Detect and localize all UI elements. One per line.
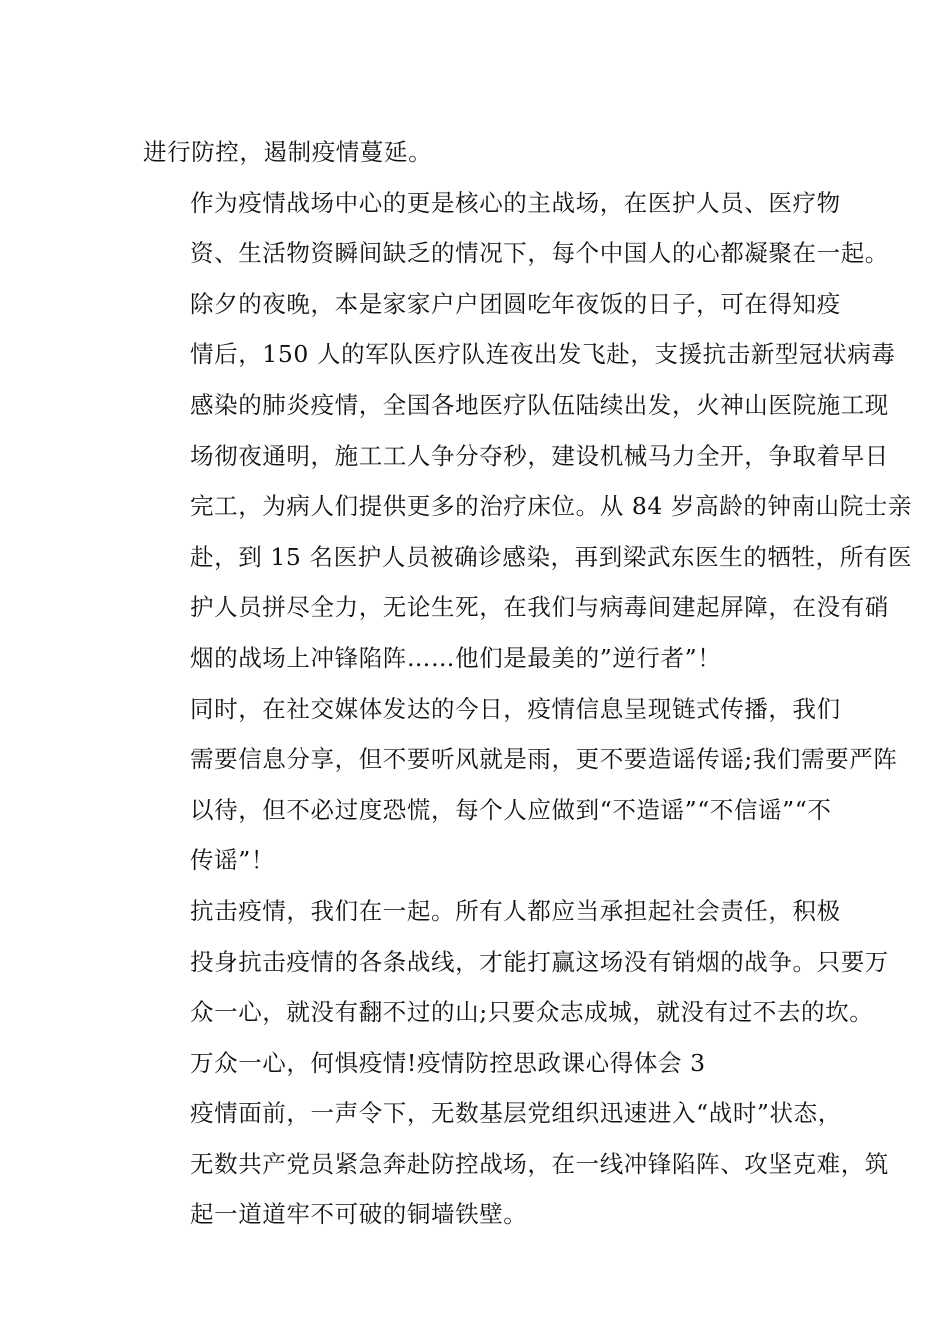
text-line: 无数共产党员紧急奔赴防控战场，在一线冲锋陷阵、攻坚克难，筑 <box>190 1149 889 1178</box>
text-line: 传谣”！ <box>190 846 275 875</box>
text-line: 以待，但不必过度恐慌，每个人应做到“不造谣”“不信谣”“不 <box>190 795 832 824</box>
text-line: 作为疫情战场中心的更是核心的主战场，在医护人员、医疗物 <box>190 188 841 217</box>
document-body <box>143 127 913 1240</box>
paragraph <box>143 684 898 886</box>
text-line: 同时，在社交媒体发达的今日，疫情信息呈现链式传播，我们 <box>190 694 841 723</box>
paragraph <box>143 127 811 178</box>
text-line: 众一心，就没有翻不过的山;只要众志成城，就没有过不去的坎。 <box>190 998 874 1027</box>
text-line: 场彻夜通明，施工工人争分夺秒，建设机械马力全开，争取着早日 <box>190 441 889 470</box>
text-line: 投身抗击疫情的各条战线，才能打赢这场没有销烟的战争。只要万 <box>190 947 889 976</box>
paragraph <box>143 886 889 1038</box>
paragraph <box>143 279 913 684</box>
text-line: 万众一心，何惧疫情!疫情防控思政课心得体会 3 <box>190 1048 706 1077</box>
paragraph <box>143 1088 889 1240</box>
text-line: 完工，为病人们提供更多的治疗床位。从 84 岁高龄的钟南山院士亲 <box>190 492 913 521</box>
text-line: 护人员拼尽全力，无论生死，在我们与病毒间建起屏障，在没有硝 <box>190 593 889 622</box>
text-line: 起一道道牢不可破的铜墙铁壁。 <box>190 1200 528 1229</box>
text-line: 进行防控，遏制疫情蔓延。 <box>143 138 433 166</box>
text-line: 疫情面前，一声令下，无数基层党组织迅速进入“战时”状态， <box>190 1099 842 1128</box>
text-line: 赴，到 15 名医护人员被确诊感染，再到梁武东医生的牺牲，所有医 <box>190 542 913 571</box>
text-line: 资、生活物资瞬间缺乏的情况下，每个中国人的心都凝聚在一起。 <box>190 239 889 268</box>
text-line: 需要信息分享，但不要听风就是雨，更不要造谣传谣;我们需要严阵 <box>190 745 898 774</box>
paragraph <box>143 1038 811 1089</box>
text-line: 烟的战场上冲锋陷阵……他们是最美的”逆行者”！ <box>190 643 722 672</box>
text-line: 感染的肺炎疫情，全国各地医疗队伍陆续出发，火神山医院施工现 <box>190 390 889 419</box>
text-line: 除夕的夜晚，本是家家户户团圆吃年夜饭的日子，可在得知疫 <box>190 289 841 318</box>
text-line: 抗击疫情，我们在一起。所有人都应当承担起社会责任，积极 <box>190 896 841 925</box>
paragraph <box>143 178 889 279</box>
text-line: 情后，150 人的军队医疗队连夜出发飞赴，支援抗击新型冠状病毒 <box>190 340 896 369</box>
